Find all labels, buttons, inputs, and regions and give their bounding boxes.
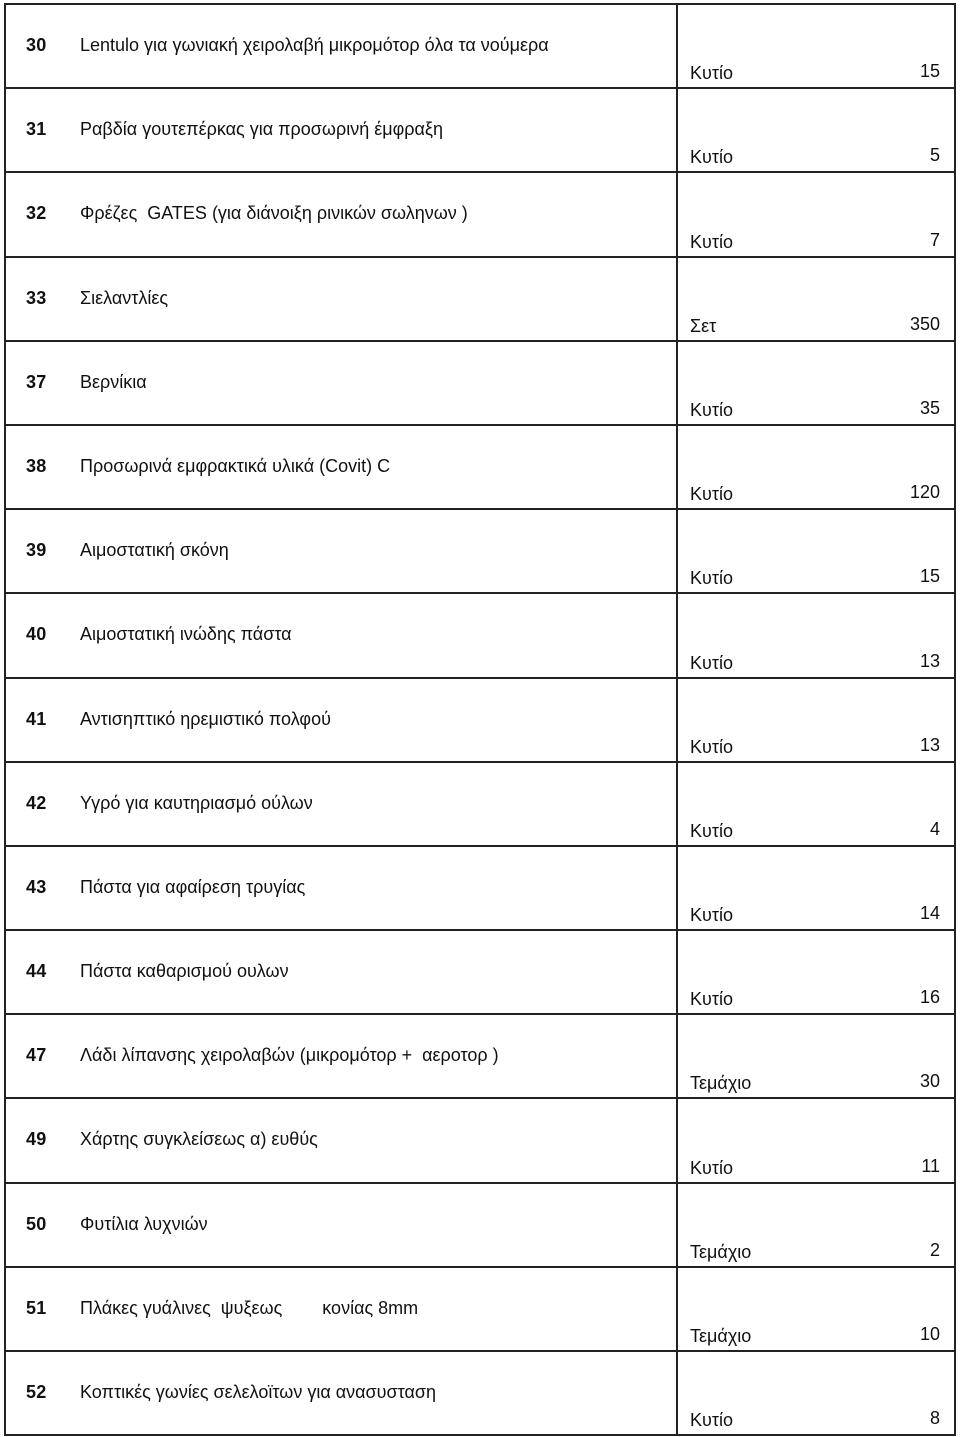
quantity-cell (678, 1352, 954, 1434)
table-row (6, 763, 954, 847)
item-description: Λάδι λίπανσης χειρολαβών (μικρομότορ + αεροτορ ) (80, 1045, 499, 1066)
item-cell (6, 679, 678, 761)
item-quantity: 10 (919, 1324, 940, 1344)
table-row (6, 679, 954, 763)
item-number: 38 (26, 455, 47, 476)
item-description: Πάστα για αφαίρεση τρυγίας (80, 876, 306, 897)
item-description: Κοπτικές γωνίες σελελοϊτων για ανασυσταση (80, 1382, 436, 1402)
quantity-cell (678, 89, 954, 171)
item-quantity: 15 (919, 61, 940, 82)
item-quantity: 13 (919, 734, 940, 755)
quantity-cell (678, 5, 954, 87)
item-unit: Κυτίο (690, 147, 733, 168)
item-cell (6, 5, 678, 87)
item-number: 33 (26, 287, 47, 308)
item-description: Πάστα καθαρισμού ουλων (80, 961, 289, 982)
table-row (6, 5, 954, 89)
item-description: Αιμοστατική σκόνη (80, 540, 229, 561)
item-unit: Κυτίο (690, 905, 733, 926)
item-quantity: 14 (919, 903, 940, 924)
item-unit: Κυτίο (690, 820, 733, 841)
table-row (6, 1099, 954, 1183)
item-quantity: 16 (919, 987, 940, 1008)
table-row (6, 342, 954, 426)
quantity-cell (678, 594, 954, 676)
item-description: Lentulo για γωνιακή χειρολαβή μικρομότορ όλα τα νούμερα (80, 35, 549, 55)
quantity-cell (678, 931, 954, 1013)
item-cell (6, 510, 678, 592)
table-row (6, 1015, 954, 1099)
item-number: 49 (26, 1129, 47, 1150)
item-cell (6, 763, 678, 845)
quantity-cell (678, 847, 954, 929)
item-cell (6, 173, 678, 255)
item-cell (6, 1352, 678, 1434)
table-row (6, 847, 954, 931)
item-number: 42 (26, 792, 47, 813)
item-quantity: 4 (929, 818, 940, 839)
item-cell (6, 1184, 678, 1266)
item-unit: Κυτίο (690, 736, 733, 757)
quantity-cell (678, 1099, 954, 1181)
item-description: Αιμοστατική ινώδης πάστα (80, 624, 292, 645)
table-row (6, 1184, 954, 1268)
item-number: 39 (26, 540, 47, 561)
item-quantity: 350 (909, 313, 940, 334)
item-number: 32 (26, 203, 47, 224)
item-cell (6, 1268, 678, 1350)
item-quantity: 5 (929, 145, 940, 166)
item-cell (6, 594, 678, 676)
item-unit: Τεμάχιο (690, 1241, 752, 1262)
item-cell (6, 89, 678, 171)
item-unit: Κυτίο (690, 63, 733, 84)
items-table (4, 3, 956, 1436)
quantity-cell (678, 679, 954, 761)
item-description: Προσωρινά εμφρακτικά υλικά (Covit) C (80, 455, 391, 476)
item-unit: Τεμάχιο (690, 1073, 752, 1094)
item-cell (6, 426, 678, 508)
table-row (6, 426, 954, 510)
item-description: Σιελαντλίες (80, 287, 169, 308)
table-row (6, 1268, 954, 1352)
item-quantity: 30 (919, 1071, 940, 1092)
item-description: Βερνίκια (80, 371, 147, 392)
item-number: 41 (26, 708, 47, 729)
quantity-cell (678, 763, 954, 845)
item-number: 51 (26, 1297, 47, 1318)
item-unit: Κυτίο (690, 484, 733, 505)
quantity-cell (678, 426, 954, 508)
table-row (6, 510, 954, 594)
quantity-cell (678, 258, 954, 340)
item-unit: Κυτίο (690, 1410, 733, 1431)
table-row (6, 594, 954, 678)
item-cell (6, 931, 678, 1013)
item-unit: Κυτίο (690, 1157, 733, 1178)
item-cell (6, 1015, 678, 1097)
item-description: Αντισηπτικό ηρεμιστικό πολφού (80, 708, 331, 729)
item-quantity: 15 (919, 566, 940, 587)
item-unit: Τεμάχιο (690, 1326, 752, 1346)
item-quantity: 8 (929, 1408, 940, 1429)
item-description: Υγρό για καυτηριασμό ούλων (80, 792, 313, 813)
item-description: Ραβδία γουτεπέρκας για προσωρινή έμφραξη (80, 119, 443, 140)
table-row (6, 1352, 954, 1436)
item-description: Φυτίλια λυχνιών (80, 1213, 208, 1234)
item-unit: Κυτίο (690, 231, 733, 252)
quantity-cell (678, 173, 954, 255)
item-number: 50 (26, 1213, 47, 1234)
item-quantity: 2 (929, 1239, 940, 1260)
item-unit: Κυτίο (690, 568, 733, 589)
item-quantity: 7 (929, 229, 940, 250)
item-description: Πλάκες γυάλινες ψυξεως κονίας 8mm (80, 1297, 419, 1318)
item-unit: Κυτίο (690, 989, 733, 1010)
item-quantity: 120 (909, 482, 940, 503)
item-description: Φρέζες GATES (για διάνοιξη ρινικών σωληνων ) (80, 203, 468, 224)
table-row (6, 89, 954, 173)
quantity-cell (678, 1184, 954, 1266)
quantity-cell (678, 510, 954, 592)
table-row (6, 931, 954, 1015)
table-row (6, 258, 954, 342)
item-number: 30 (26, 35, 47, 55)
quantity-cell (678, 1268, 954, 1350)
item-number: 44 (26, 961, 47, 982)
item-cell (6, 342, 678, 424)
item-cell (6, 1099, 678, 1181)
quantity-cell (678, 1015, 954, 1097)
quantity-cell (678, 342, 954, 424)
item-unit: Κυτίο (690, 652, 733, 673)
item-number: 40 (26, 624, 47, 645)
item-quantity: 11 (921, 1155, 940, 1176)
item-description: Χάρτης συγκλείσεως α) ευθύς (80, 1129, 318, 1150)
table-row (6, 173, 954, 257)
item-number: 43 (26, 876, 47, 897)
item-number: 52 (26, 1382, 47, 1402)
item-quantity: 13 (919, 650, 940, 671)
item-cell (6, 258, 678, 340)
item-unit: Σετ (690, 315, 717, 336)
item-number: 31 (26, 119, 47, 140)
item-number: 37 (26, 371, 47, 392)
item-quantity: 35 (919, 397, 940, 418)
item-cell (6, 847, 678, 929)
item-number: 47 (26, 1045, 47, 1066)
item-unit: Κυτίο (690, 399, 733, 420)
